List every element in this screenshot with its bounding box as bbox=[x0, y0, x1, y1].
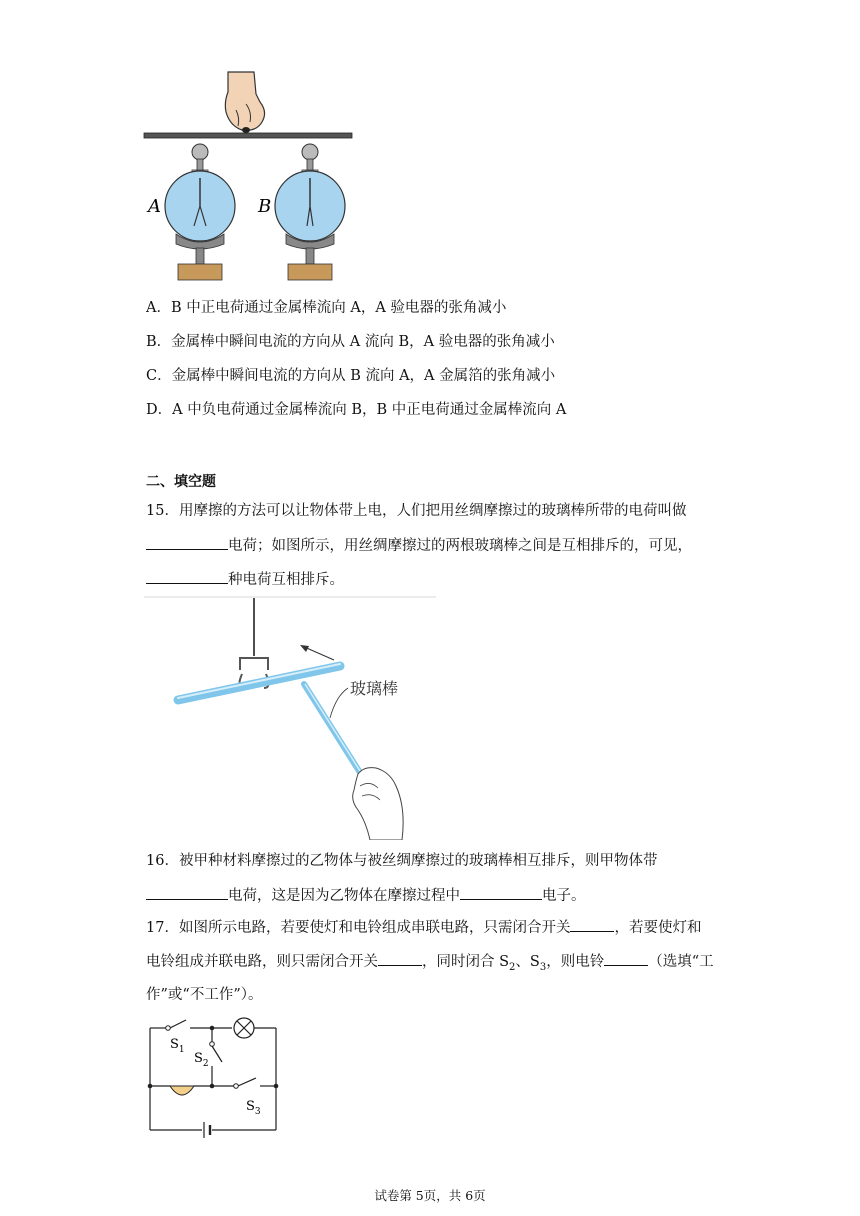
glass-rod-label: 玻璃棒 bbox=[350, 679, 399, 698]
s3-label: $S_3$ bbox=[246, 1099, 261, 1117]
q16-line1: 16．被甲种材料摩擦过的乙物体与被丝绸摩擦过的玻璃棒相互排斥，则甲物体带 bbox=[146, 853, 658, 869]
q14-option-d: D．A 中负电荷通过金属棒流向 B，B 中正电荷通过金属棒流向 A bbox=[146, 402, 567, 418]
section-title: 二、填空题 bbox=[146, 474, 216, 490]
answer-blank[interactable] bbox=[604, 951, 648, 966]
lamp-icon bbox=[234, 1018, 254, 1038]
electroscope-a bbox=[165, 144, 235, 280]
switch-s2 bbox=[212, 1046, 222, 1062]
answer-blank[interactable] bbox=[570, 917, 614, 932]
answer-blank[interactable] bbox=[378, 951, 422, 966]
bell-icon bbox=[170, 1086, 194, 1095]
q14-option-b: B．金属棒中瞬间电流的方向从 A 流向 B，A 验电器的张角减小 bbox=[146, 334, 555, 350]
switch-s3 bbox=[238, 1078, 256, 1086]
electroscope-b bbox=[275, 144, 345, 280]
q17-line3: 作”或“不工作”）。 bbox=[146, 987, 263, 1003]
q17-line1: 17．如图所示电路，若要使灯和电铃组成串联电路，只需闭合开关 ，若要使灯和 bbox=[146, 917, 701, 938]
circuit-diagram bbox=[144, 1012, 284, 1144]
q15-line3: 种电荷互相排斥。 bbox=[146, 569, 344, 590]
glass-rod-figure bbox=[144, 596, 436, 840]
electroscope-figure bbox=[140, 66, 360, 286]
answer-blank[interactable] bbox=[146, 535, 228, 550]
q14-option-a: A．B 中正电荷通过金属棒流向 A，A 验电器的张角减小 bbox=[146, 300, 507, 316]
q15-line1: 15．用摩擦的方法可以让物体带上电，人们把用丝绸摩擦过的玻璃棒所带的电荷叫做 bbox=[146, 503, 687, 519]
q14-option-c: C．金属棒中瞬间电流的方向从 B 流向 A，A 金属箔的张角减小 bbox=[146, 368, 556, 384]
page-footer: 试卷第 5页，共 6页 bbox=[374, 1188, 486, 1203]
answer-blank[interactable] bbox=[146, 569, 228, 584]
suspended-glass-rod bbox=[178, 666, 340, 700]
s1-label: $S_1$ bbox=[170, 1037, 185, 1055]
hand-icon bbox=[225, 72, 264, 133]
answer-blank[interactable] bbox=[146, 885, 228, 900]
switch-s1 bbox=[170, 1020, 186, 1028]
q16-line2: 电荷，这是因为乙物体在摩擦过程中 电子。 bbox=[146, 885, 586, 906]
answer-blank[interactable] bbox=[460, 885, 542, 900]
q17-line2: 电铃组成并联电路，则只需闭合开关 ，同时闭合 $S_2$、$S_3$，则电铃 （选填“工 bbox=[146, 951, 714, 978]
motion-arrow bbox=[300, 645, 334, 660]
handheld-glass-rod bbox=[304, 684, 366, 782]
hand-icon bbox=[353, 768, 403, 840]
battery-icon bbox=[204, 1122, 210, 1138]
q15-line2: 电荷；如图所示，用丝绸摩擦过的两根玻璃棒之间是互相排斥的，可见， bbox=[146, 535, 692, 556]
label-a: A bbox=[148, 196, 161, 217]
metal-rod bbox=[144, 133, 352, 138]
s2-label: $S_2$ bbox=[194, 1051, 209, 1069]
label-b: B bbox=[258, 196, 272, 217]
